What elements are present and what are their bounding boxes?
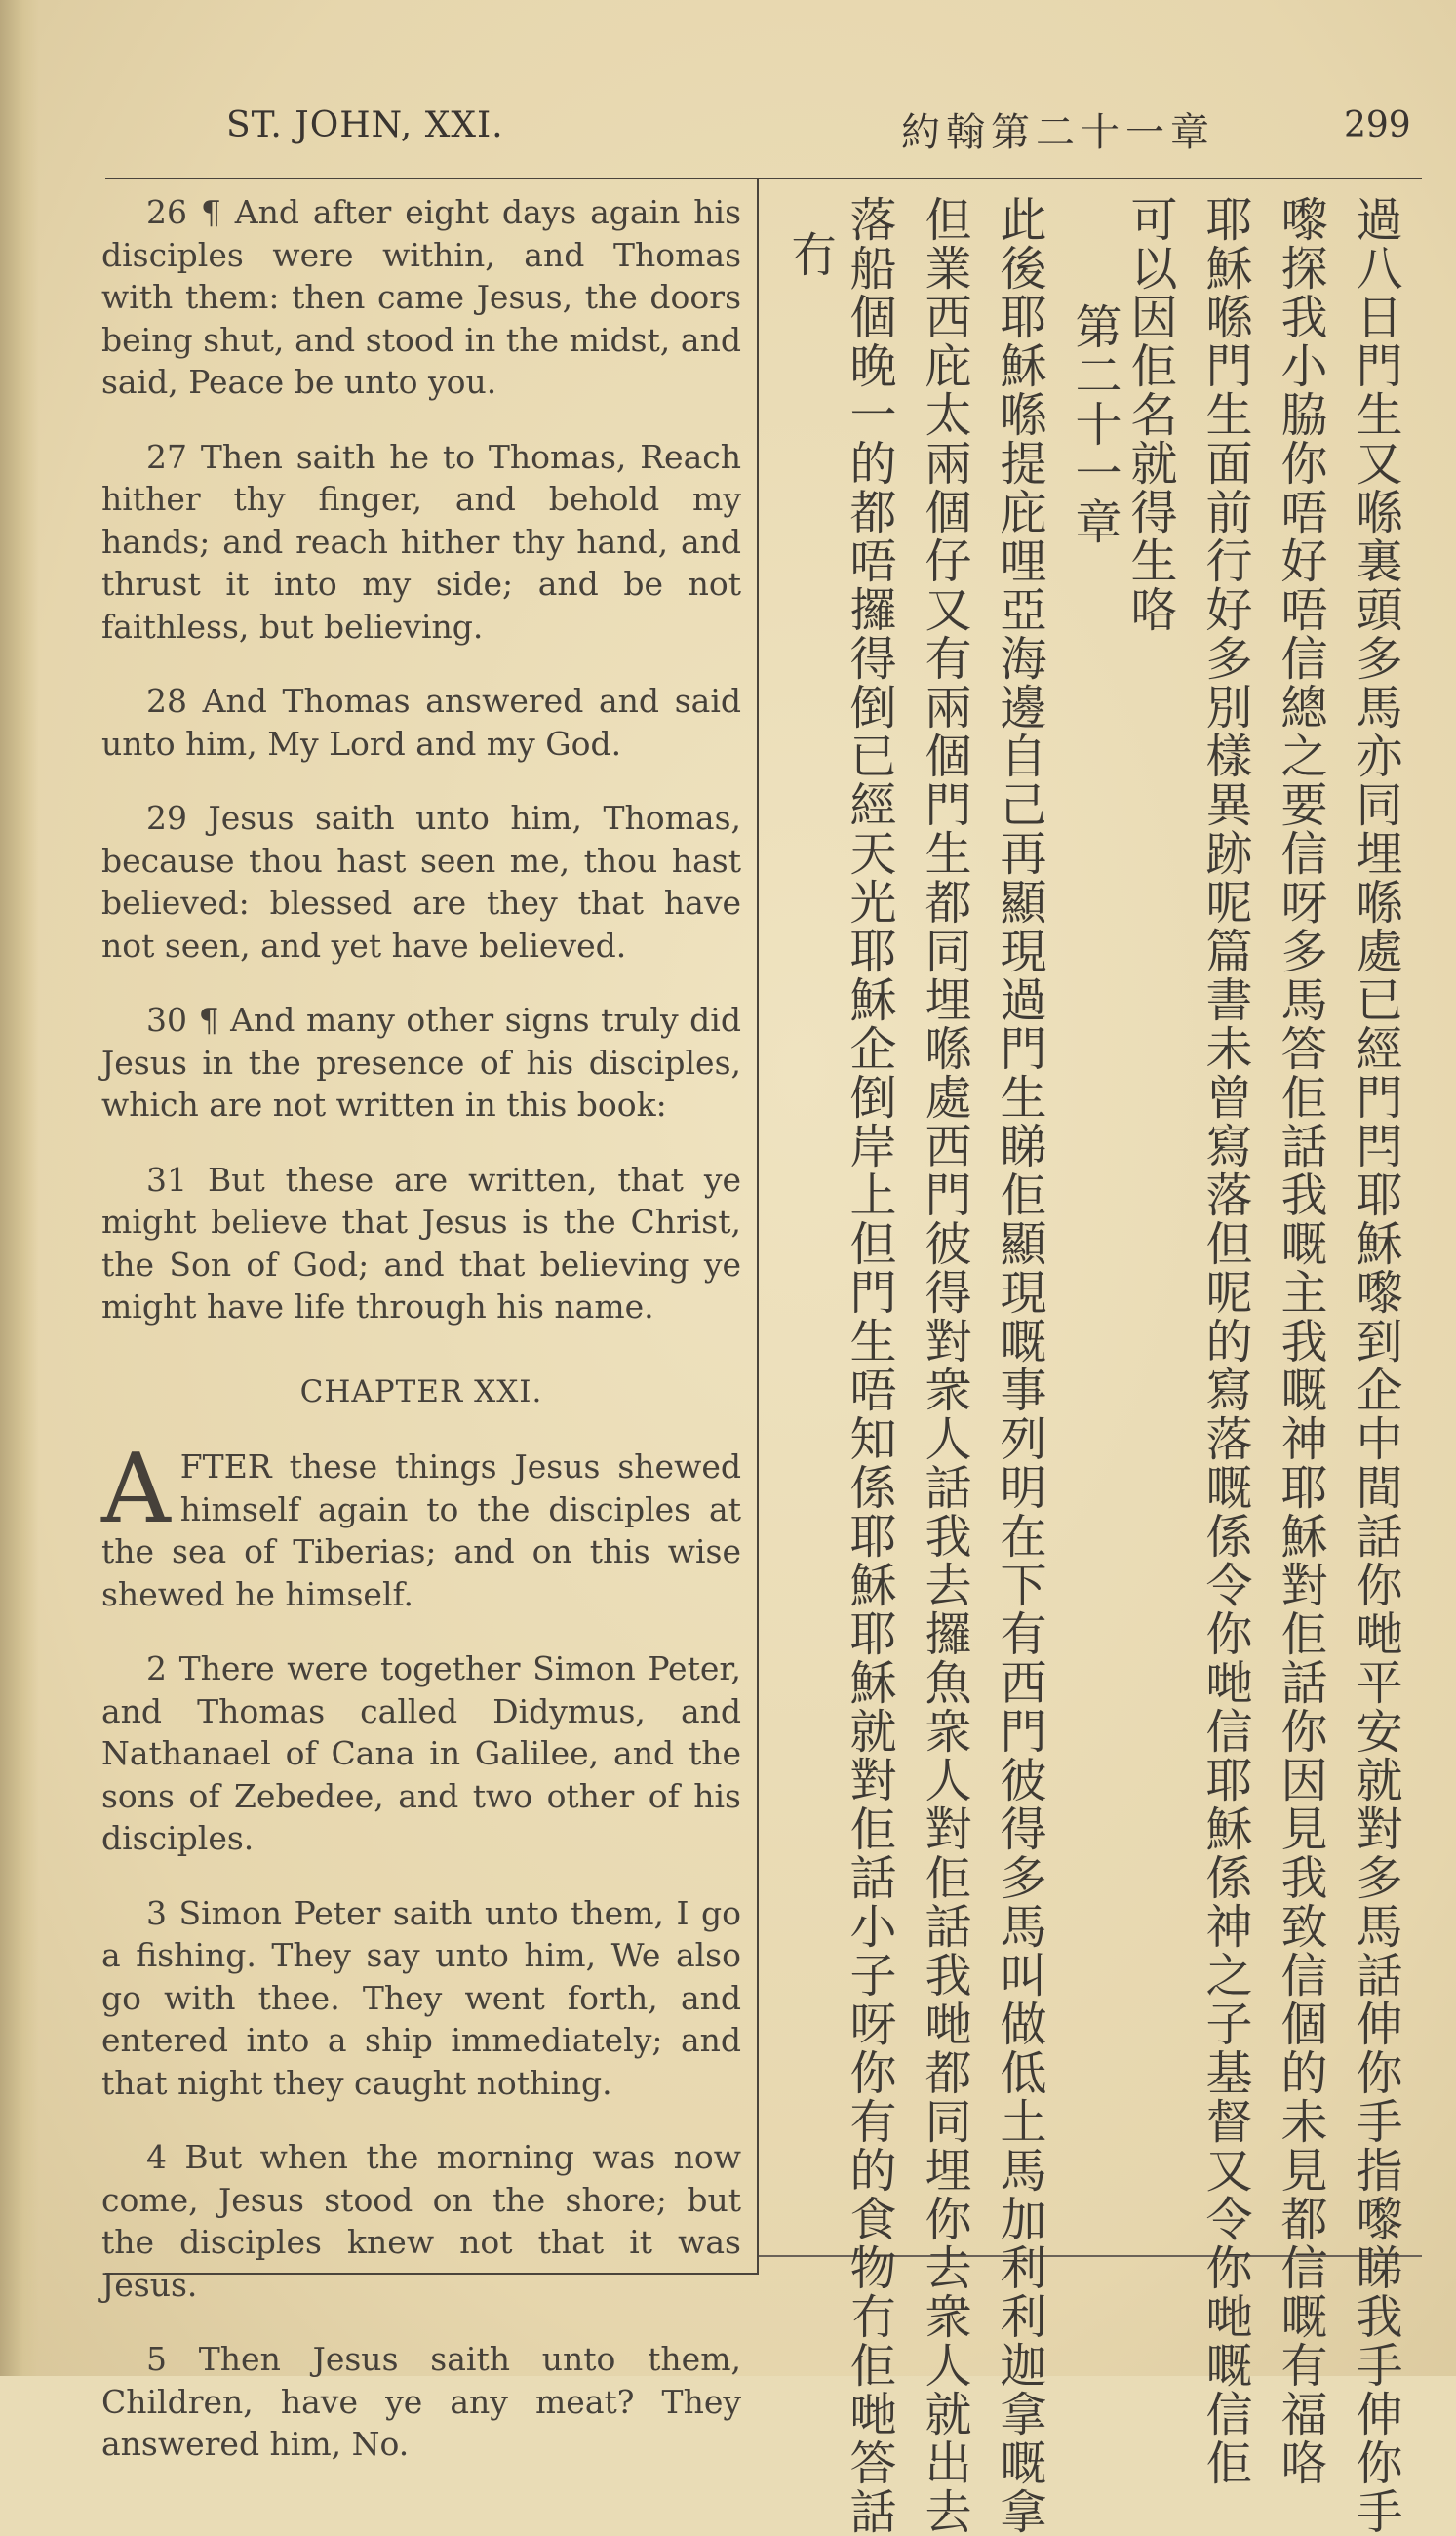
verse-3: 3 Simon Peter saith unto them, I go a fishing. They say unto him, We also go with thee. They went forth, and entered into a ship immediately; and that night they caught nothing. — [101, 1893, 741, 2102]
verse-27: 27 Then saith he to Thomas, Reach hither thy finger, and behold my hands; and reach hither thy hand, and thrust it into my side; and be not faithless, but believing. — [101, 437, 741, 646]
header-rule — [105, 178, 1422, 179]
verse-5: 5 Then Jesus saith unto them, Children, have ye any meat? They answered him, No. — [101, 2340, 741, 2463]
english-column — [101, 191, 741, 2470]
drop-cap: A — [101, 1434, 171, 1545]
chinese-column-7: 落船個晚一的都唔攞得倒已經天光耶穌企倒岸上但門生唔知係耶穌耶穌就對佢話小子呀你有的食物冇佢哋答話 — [842, 195, 896, 2536]
verse-1 — [101, 1434, 741, 1615]
running-head-english: ST. JOHN, XXI. — [226, 105, 504, 145]
verse-29: 29 Jesus saith unto him, Thomas, because thou hast seen me, thou hast believed: blessed are they that have not seen, and yet have believed. — [101, 799, 741, 965]
page-number: 299 — [1344, 105, 1411, 145]
chapter-title: CHAPTER XXI. — [299, 1373, 543, 1409]
verse-4: 4 But when the morning was now come, Jesus stood on the shore; but the disciples knew not that it was Jesus. — [101, 2138, 741, 2304]
chinese-column-5: 此後耶穌喺提庇哩亞海邊自己再顯現過門生睇佢顯現嘅事列明在下有西門彼得多馬叫做低土馬加利利迦拿嘅拿 — [992, 195, 1046, 2536]
verse-31: 31 But these are written, that ye might believe that Jesus is the Christ, the Son of God; and that believing ye might have life through his name. — [101, 1160, 741, 1326]
chinese-column-1: 過八日門生又喺裏頭多馬亦同埋喺處已經門閂耶穌嚟到企中間話你哋平安就對多馬話伸你手指嚟睇我手伸你手 — [1348, 195, 1402, 2536]
verse-2: 2 There were together Simon Peter, and Thomas called Didymus, and Nathanael of Cana in Galilee, and the sons of Zebedee, and two other of his disciples. — [101, 1649, 741, 1857]
verse-30: 30 ¶ And many other signs truly did Jesus in the presence of his disciples, which are not written in this book: — [101, 1001, 741, 1124]
verse-28: 28 And Thomas answered and said unto him, My Lord and my God. — [101, 682, 741, 763]
book-gutter — [0, 0, 39, 2376]
chinese-chapter-heading: 第二十一章 — [1067, 302, 1122, 546]
chinese-column-8: 冇 — [782, 230, 837, 279]
chinese-column-6: 但業西庇太兩個仔又有兩個門生都同埋喺處西門彼得對衆人話我去攞魚衆人對佢話我哋都同埋你去衆人就出去 — [917, 195, 971, 2536]
chinese-column-4: 可以因佢名就得生咯 — [1122, 195, 1177, 634]
chinese-column-2: 嚟探我小脇你唔好唔信總之要信呀多馬答佢話我嘅主我嘅神耶穌對佢話你因見我致信個的未見都信嘅有福咯 — [1273, 195, 1327, 2487]
chinese-column-3: 耶穌喺門生面前行好多別樣異跡呢篇書未曾寫落但呢的寫落嘅係令你哋信耶穌係神之子基督又令你哋嘅信佢 — [1198, 195, 1252, 2487]
column-divider — [757, 178, 759, 2275]
verse-1-text: FTER these things Jesus shewed himself again to the disciples at the sea of Tiberias; and on this wise shewed he himself. — [101, 1447, 741, 1613]
running-head-chinese: 約翰第二十一章 — [901, 110, 1215, 155]
verse-26: 26 ¶ And after eight days again his disciples were within, and Thomas with them: then came Jesus, the doors being shut, and stood in the midst, and said, Peace be unto you. — [101, 193, 741, 401]
